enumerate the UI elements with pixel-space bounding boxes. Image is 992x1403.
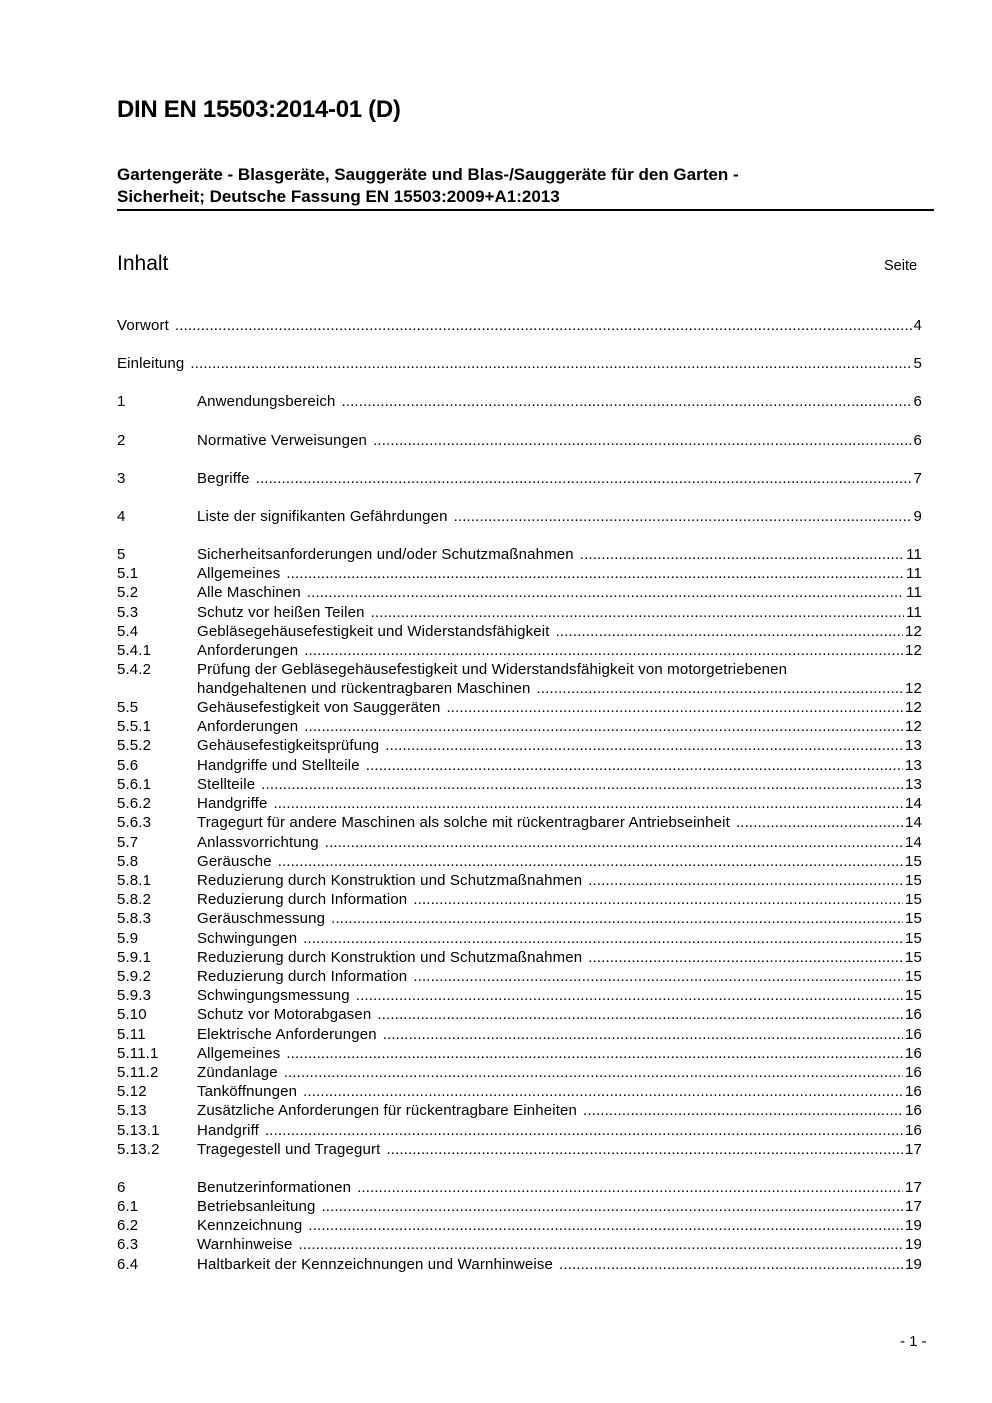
toc-entry[interactable] <box>117 1178 922 1197</box>
toc-entry-page: 9 <box>913 508 922 525</box>
toc-entry-page: 14 <box>905 795 922 812</box>
toc-entry-page: 12 <box>905 642 922 659</box>
toc-entry[interactable] <box>117 641 922 660</box>
toc-entry-title: Einleitung <box>117 355 185 372</box>
toc-entry-page: 13 <box>905 737 922 754</box>
toc-entry-title: Haltbarkeit der Kennzeichnungen und Warnhinweise <box>197 1256 554 1273</box>
toc-entry[interactable] <box>117 431 922 450</box>
toc-entry-number: 5.11.1 <box>117 1045 159 1062</box>
toc-entry-number: 5.11.2 <box>117 1064 159 1081</box>
toc-entry[interactable] <box>117 833 922 852</box>
toc-leader-dots <box>357 1178 903 1197</box>
toc-leader-dots <box>588 948 903 967</box>
toc-entry-number: 5.3 <box>117 604 139 621</box>
subtitle-line-1: Gartengeräte - Blasgeräte, Sauggeräte und Blas-/Sauggeräte für den Garten - <box>117 165 739 184</box>
toc-entry[interactable] <box>117 1101 922 1120</box>
toc-entry-title: Gebläsegehäusefestigkeit und Widerstandsfähigkeit <box>197 623 550 640</box>
toc-entry[interactable] <box>117 469 922 488</box>
toc-entry-number: 5.6.2 <box>117 795 152 812</box>
toc-entry-number: 5.9.3 <box>117 987 152 1004</box>
toc-entry-page: 16 <box>905 1006 922 1023</box>
toc-entry[interactable] <box>117 717 922 736</box>
toc-entry-page: 16 <box>905 1102 922 1119</box>
toc-entry-number: 2 <box>117 432 126 449</box>
toc-leader-dots <box>261 775 903 794</box>
toc-entry[interactable] <box>117 1082 922 1101</box>
toc-entry-number: 5.9 <box>117 930 139 947</box>
toc-entry-number: 5.9.2 <box>117 968 152 985</box>
toc-leader-dots <box>383 1025 903 1044</box>
toc-entry-page: 17 <box>905 1141 922 1158</box>
toc-leader-dots <box>588 871 903 890</box>
toc-entry-number: 5.4.1 <box>117 642 152 659</box>
toc-entry-title: Normative Verweisungen <box>197 432 368 449</box>
toc-entry-number: 4 <box>117 508 126 525</box>
toc-entry-page: 19 <box>905 1236 922 1253</box>
toc-entry-page: 12 <box>905 680 922 697</box>
toc-leader-dots <box>371 603 905 622</box>
toc-leader-dots <box>377 1005 903 1024</box>
toc-entry-number: 6.4 <box>117 1256 139 1273</box>
toc-leader-dots <box>559 1255 903 1274</box>
toc-leader-dots <box>583 1101 903 1120</box>
toc-entry-page: 17 <box>905 1198 922 1215</box>
toc-entry-number: 5.12 <box>117 1083 147 1100</box>
toc-entry-page: 16 <box>905 1045 922 1062</box>
toc-entry-page: 15 <box>905 853 922 870</box>
toc-leader-dots <box>580 545 904 564</box>
toc-entry-page: 11 <box>906 565 922 582</box>
subtitle-line-2: Sicherheit; Deutsche Fassung EN 15503:2009+A1:2013 <box>117 187 560 206</box>
toc-entry-title: Allgemeines <box>197 565 281 582</box>
toc-entry-number: 5.5.1 <box>117 718 152 735</box>
toc-entry[interactable] <box>117 622 922 641</box>
toc-entry-title: Reduzierung durch Konstruktion und Schutzmaßnahmen <box>197 872 583 889</box>
toc-entry-number: 6 <box>117 1179 126 1196</box>
toc-entry-title: Sicherheitsanforderungen und/oder Schutzmaßnahmen <box>197 546 574 563</box>
toc-entry[interactable] <box>117 794 922 813</box>
toc-entry-title: Benutzerinformationen <box>197 1179 352 1196</box>
document-subtitle <box>117 164 933 208</box>
toc-leader-dots <box>454 507 912 526</box>
toc-leader-dots <box>278 852 903 871</box>
document-title: DIN EN 15503:2014-01 (D) <box>117 96 401 123</box>
toc-leader-dots <box>303 929 903 948</box>
toc-leader-dots <box>373 431 911 450</box>
page-column-label: Seite <box>884 258 918 274</box>
toc-entry-number: 1 <box>117 393 126 410</box>
toc-entry-title: Anlassvorrichtung <box>197 834 319 851</box>
toc-entry[interactable] <box>117 545 922 564</box>
toc-entry-title: Tanköffnungen <box>197 1083 298 1100</box>
toc-leader-dots <box>175 316 912 335</box>
page-number: - 1 - <box>900 1333 927 1350</box>
toc-entry-page: 13 <box>905 776 922 793</box>
toc-entry-title: Schutz vor Motorabgasen <box>197 1006 372 1023</box>
toc-entry-title: Alle Maschinen <box>197 584 301 601</box>
toc-entry-number: 5.7 <box>117 834 139 851</box>
toc-entry-number: 5.5.2 <box>117 737 152 754</box>
toc-entry[interactable] <box>117 1255 922 1274</box>
toc-entry[interactable] <box>117 929 922 948</box>
toc-leader-dots <box>331 909 903 928</box>
toc-entry[interactable] <box>117 1235 922 1254</box>
toc-entry-number: 5 <box>117 546 126 563</box>
toc-leader-dots <box>556 622 903 641</box>
toc-entry-number: 5.13.2 <box>117 1141 160 1158</box>
toc-entry-title: Handgriffe und Stellteile <box>197 757 360 774</box>
toc-entry-title: Geräusche <box>197 853 272 870</box>
toc-leader-dots <box>366 756 903 775</box>
toc-entry-page: 11 <box>906 584 922 601</box>
toc-leader-dots <box>286 1044 903 1063</box>
toc-entry-title: Stellteile <box>197 776 256 793</box>
toc-leader-dots <box>304 641 903 660</box>
toc-entry-number: 5.13 <box>117 1102 147 1119</box>
toc-leader-dots <box>308 1216 903 1235</box>
toc-entry-page: 11 <box>906 604 922 621</box>
toc-entry-page: 15 <box>905 930 922 947</box>
toc-entry-number: 5.11 <box>117 1026 146 1043</box>
toc-entry-page: 12 <box>905 718 922 735</box>
toc-entry-title: handgehaltenen und rückentragbaren Maschinen <box>197 680 531 697</box>
toc-entry-number: 5.9.1 <box>117 949 152 966</box>
toc-entry[interactable] <box>117 948 922 967</box>
toc-entry-page: 11 <box>906 546 922 563</box>
toc-entry-title: Begriffe <box>197 470 250 487</box>
toc-entry[interactable] <box>117 316 922 335</box>
toc-entry-number: 5.2 <box>117 584 139 601</box>
toc-entry[interactable] <box>117 660 922 698</box>
toc-entry-title: Schutz vor heißen Teilen <box>197 604 365 621</box>
toc-leader-dots <box>446 698 903 717</box>
toc-entry-number: 5.4 <box>117 623 139 640</box>
toc-leader-dots <box>307 583 904 602</box>
toc-entry[interactable] <box>117 1121 922 1140</box>
toc-leader-dots <box>286 564 904 583</box>
toc-entry-title: Anforderungen <box>197 642 299 659</box>
toc-entry[interactable] <box>117 890 922 909</box>
toc-entry-title: Schwingungsmessung <box>197 987 350 1004</box>
toc-entry-number: 6.2 <box>117 1217 139 1234</box>
toc-entry-title: Liste der signifikanten Gefährdungen <box>197 508 448 525</box>
toc-entry-page: 15 <box>905 968 922 985</box>
toc-entry-page: 15 <box>905 910 922 927</box>
toc-leader-dots <box>356 986 903 1005</box>
toc-entry-page: 14 <box>905 814 922 831</box>
toc-entry[interactable] <box>117 583 922 602</box>
toc-entry[interactable] <box>117 1025 922 1044</box>
toc-entry-number: 5.6.3 <box>117 814 152 831</box>
title-divider <box>117 209 934 211</box>
toc-leader-dots <box>190 354 911 373</box>
toc-leader-dots <box>321 1197 903 1216</box>
toc-entry[interactable] <box>117 967 922 986</box>
toc-entry-title: Geräuschmessung <box>197 910 326 927</box>
toc-entry-title: Zündanlage <box>197 1064 278 1081</box>
toc-entry[interactable] <box>117 507 922 526</box>
toc-entry-number: 6.1 <box>117 1198 139 1215</box>
toc-leader-dots <box>537 679 903 698</box>
toc-entry-number: 5.8 <box>117 853 139 870</box>
toc-entry-number: 5.6.1 <box>117 776 152 793</box>
toc-entry-number: 5.4.2 <box>117 661 152 678</box>
toc-entry-number: 5.8.3 <box>117 910 152 927</box>
toc-entry-page: 12 <box>905 699 922 716</box>
toc-entry-title: Reduzierung durch Information <box>197 968 408 985</box>
toc-leader-dots <box>413 890 903 909</box>
toc-leader-dots <box>341 392 911 411</box>
toc-entry-title: Reduzierung durch Information <box>197 891 408 908</box>
toc-entry-page: 19 <box>905 1217 922 1234</box>
toc-entry-title-line-1: Prüfung der Gebläsegehäusefestigkeit und Widerstandsfähigkeit von motorgetriebenen <box>197 661 788 678</box>
toc-leader-dots <box>413 967 903 986</box>
toc-entry-title: Gehäusefestigkeit von Sauggeräten <box>197 699 441 716</box>
toc-entry-page: 16 <box>905 1026 922 1043</box>
toc-entry[interactable] <box>117 1005 922 1024</box>
toc-entry-page: 12 <box>905 623 922 640</box>
toc-leader-dots <box>386 1140 903 1159</box>
toc-entry-title: Tragegurt für andere Maschinen als solche mit rückentragbarer Antriebseinheit <box>197 814 730 831</box>
toc-entry-title: Allgemeines <box>197 1045 281 1062</box>
toc-entry-number: 5.5 <box>117 699 139 716</box>
toc-entry-page: 16 <box>905 1083 922 1100</box>
toc-entry[interactable] <box>117 1140 922 1159</box>
toc-entry[interactable] <box>117 986 922 1005</box>
toc-entry-page: 5 <box>913 355 922 372</box>
toc-entry-title: Betriebsanleitung <box>197 1198 316 1215</box>
toc-entry[interactable] <box>117 1197 922 1216</box>
toc-entry-page: 15 <box>905 949 922 966</box>
toc-entry-title: Tragegestell und Tragegurt <box>197 1141 381 1158</box>
toc-entry-page: 6 <box>913 393 922 410</box>
toc-entry-number: 5.8.1 <box>117 872 152 889</box>
toc-entry-number: 3 <box>117 470 126 487</box>
toc-entry[interactable] <box>117 1216 922 1235</box>
toc-entry-title: Gehäusefestigkeitsprüfung <box>197 737 380 754</box>
toc-entry-title: Vorwort <box>117 317 169 334</box>
toc-leader-dots <box>256 469 912 488</box>
toc-entry-title: Warnhinweise <box>197 1236 293 1253</box>
toc-entry-number: 5.6 <box>117 757 139 774</box>
toc-entry-page: 15 <box>905 872 922 889</box>
toc-entry[interactable] <box>117 756 922 775</box>
toc-entry[interactable] <box>117 698 922 717</box>
toc-entry[interactable] <box>117 775 922 794</box>
toc-entry[interactable] <box>117 813 922 832</box>
toc-leader-dots <box>385 736 903 755</box>
toc-entry[interactable] <box>117 354 922 373</box>
toc-entry-page: 15 <box>905 987 922 1004</box>
toc-entry-number: 5.1 <box>117 565 139 582</box>
toc-entry-page: 7 <box>913 470 922 487</box>
toc-entry[interactable] <box>117 603 922 622</box>
toc-entry-title: Anwendungsbereich <box>197 393 336 410</box>
toc-entry-title: Schwingungen <box>197 930 298 947</box>
toc-entry-page: 19 <box>905 1256 922 1273</box>
toc-entry[interactable] <box>117 1063 922 1082</box>
toc-entry[interactable] <box>117 909 922 928</box>
toc-entry[interactable] <box>117 736 922 755</box>
toc-leader-dots <box>303 1082 903 1101</box>
toc-entry[interactable] <box>117 392 922 411</box>
toc-heading: Inhalt <box>117 252 169 275</box>
toc-entry-number: 5.8.2 <box>117 891 152 908</box>
toc-leader-dots <box>736 813 903 832</box>
toc-entry-title: Zusätzliche Anforderungen für rückentragbare Einheiten <box>197 1102 577 1119</box>
toc-entry-page: 13 <box>905 757 922 774</box>
toc-entry[interactable] <box>117 1044 922 1063</box>
toc-entry-page: 6 <box>913 432 922 449</box>
toc-entry-title: Reduzierung durch Konstruktion und Schutzmaßnahmen <box>197 949 583 966</box>
toc-entry-title: Handgriffe <box>197 795 268 812</box>
toc-entry-title: Anforderungen <box>197 718 299 735</box>
toc-entry-page: 14 <box>905 834 922 851</box>
toc-entry-number: 6.3 <box>117 1236 139 1253</box>
toc-entry[interactable] <box>117 852 922 871</box>
toc-leader-dots <box>265 1121 903 1140</box>
toc-entry-page: 16 <box>905 1064 922 1081</box>
toc-leader-dots <box>304 717 903 736</box>
toc-entry[interactable] <box>117 871 922 890</box>
toc-entry-page: 16 <box>905 1122 922 1139</box>
toc-entry-title: Elektrische Anforderungen <box>197 1026 377 1043</box>
toc-leader-dots <box>273 794 903 813</box>
toc-entry-title: Handgriff <box>197 1122 259 1139</box>
toc-entry-page: 4 <box>913 317 922 334</box>
toc-entry-number: 5.13.1 <box>117 1122 160 1139</box>
toc-entry-title: Kennzeichnung <box>197 1217 303 1234</box>
toc-leader-dots <box>298 1235 903 1254</box>
toc-leader-dots <box>325 833 903 852</box>
toc-leader-dots <box>284 1063 903 1082</box>
toc-entry-page: 17 <box>905 1179 922 1196</box>
toc-entry-number: 5.10 <box>117 1006 147 1023</box>
toc-entry-page: 15 <box>905 891 922 908</box>
toc-entry[interactable] <box>117 564 922 583</box>
